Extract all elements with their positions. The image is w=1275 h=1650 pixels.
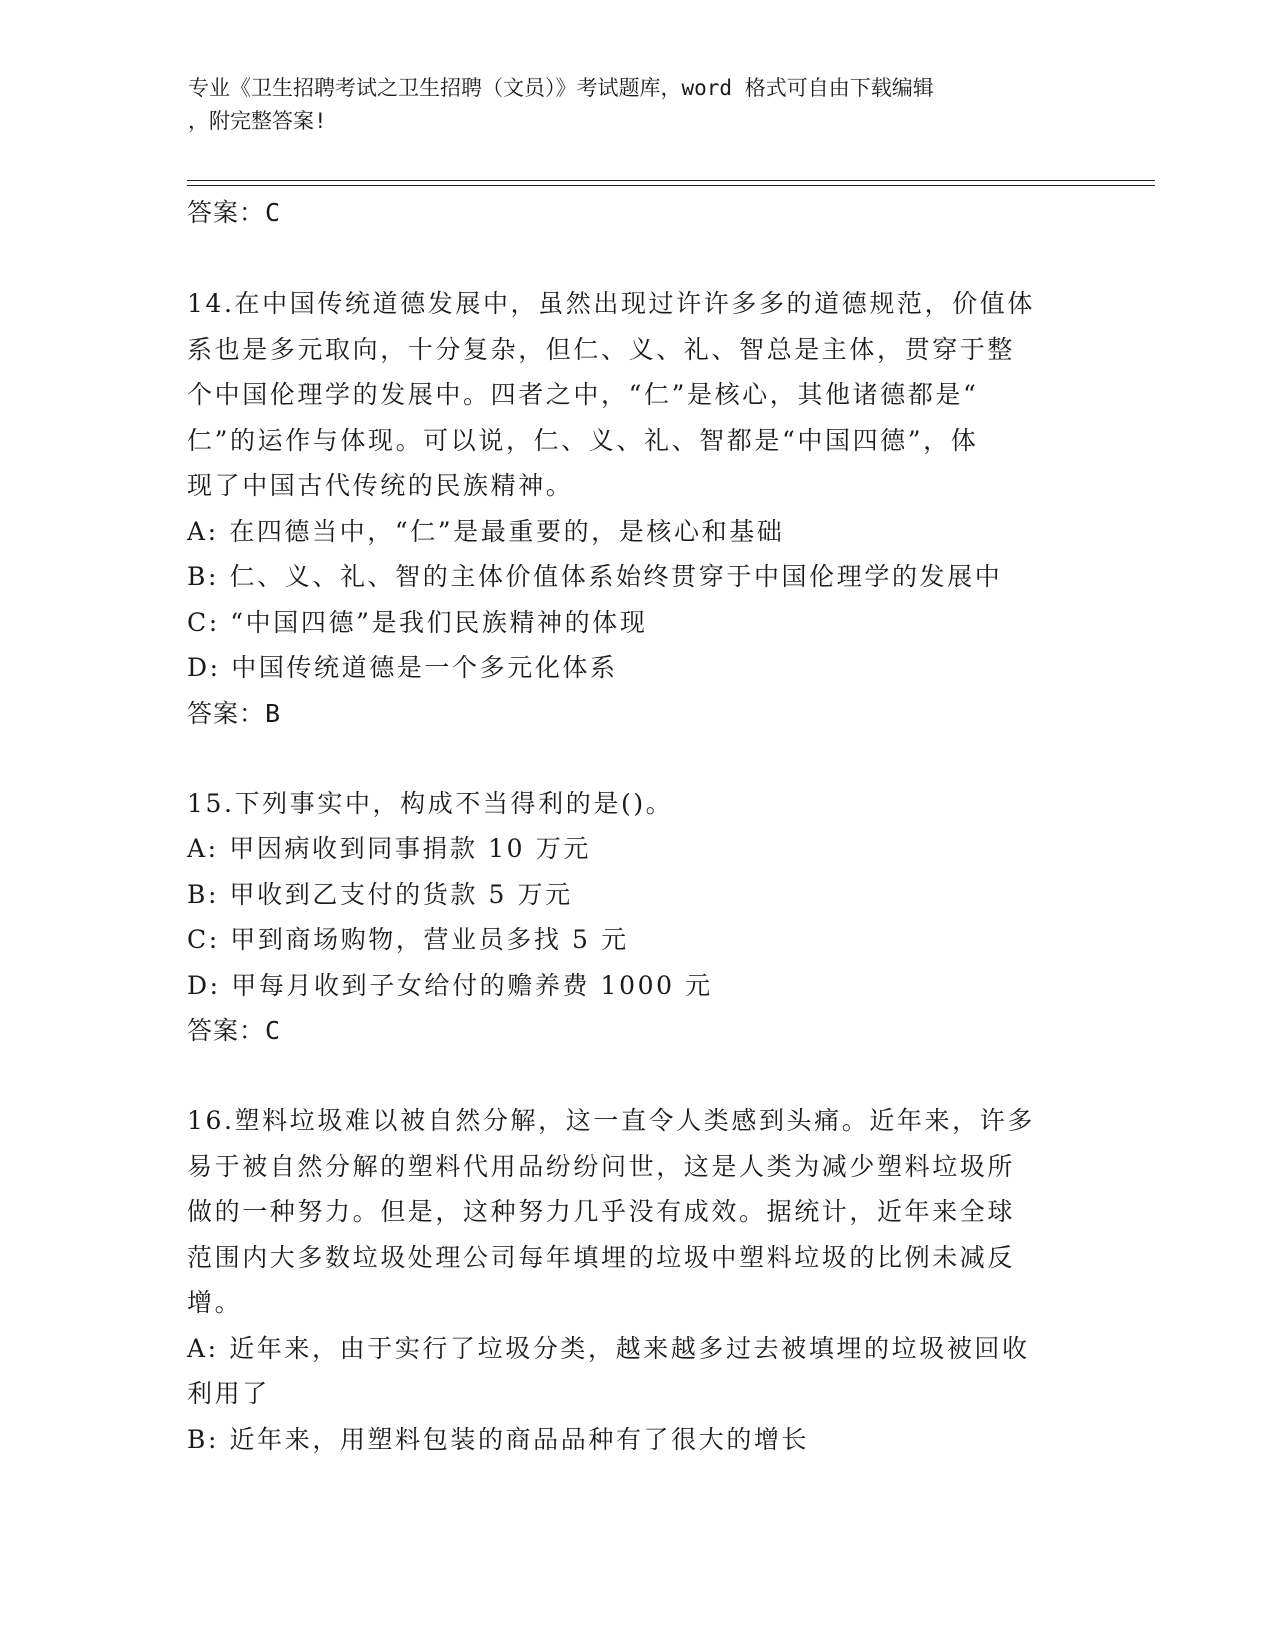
header-divider-bottom	[187, 185, 1155, 186]
option-c: C: 甲到商场购物，营业员多找 5 元	[187, 925, 629, 954]
answer-label: 答案：B	[187, 698, 282, 728]
question-14	[187, 281, 1087, 737]
answer-label: 答案：C	[187, 1016, 282, 1045]
header-divider-top	[187, 180, 1155, 181]
answer-label: 答案：C	[187, 198, 282, 227]
option-a: A: 近年来，由于实行了垃圾分类，越来越多过去被填埋的垃圾被回收	[187, 1333, 1030, 1363]
stem-line: 个中国伦理学的发展中。四者之中，“仁”是核心，其他诸德都是“	[187, 380, 979, 409]
page-header	[188, 72, 1088, 138]
option-d: D: 甲每月收到子女给付的赡养费 1000 元	[187, 970, 713, 1000]
option-c: C: “中国四德”是我们民族精神的体现	[187, 607, 648, 637]
option-a-continued: 利用了	[187, 1379, 270, 1408]
stem-line: 做的一种努力。但是，这种努力几乎没有成效。据统计，近年来全球	[187, 1197, 1016, 1226]
question-16	[187, 1098, 1087, 1462]
stem-line: 系也是多元取向，十分复杂，但仁、义、礼、智总是主体，贯穿于整	[187, 334, 1016, 364]
stem-line: 14.在中国传统道德发展中，虽然出现过许许多多的道德规范，价值体	[187, 289, 1035, 318]
option-a: A: 甲因病收到同事捐款 10 万元	[187, 834, 591, 863]
option-a: A: 在四德当中，“仁”是最重要的，是核心和基础	[187, 516, 785, 546]
question-15	[187, 781, 1087, 1055]
stem-line: 易于被自然分解的塑料代用品纷纷问世，这是人类为减少塑料垃圾所	[187, 1151, 1016, 1181]
question-stem	[187, 781, 1087, 827]
stem-line: 增。	[187, 1288, 243, 1317]
question-stem	[187, 1098, 1087, 1326]
question-list	[187, 190, 1087, 1462]
option-d: D: 中国传统道德是一个多元化体系	[187, 653, 618, 682]
question-stem	[187, 281, 1087, 509]
stem-line: 15.下列事实中，构成不当得利的是()。	[187, 788, 674, 818]
header-line-2: ，附完整答案!	[188, 109, 327, 133]
option-b: B: 甲收到乙支付的货款 5 万元	[187, 879, 573, 909]
stem-line: 16.塑料垃圾难以被自然分解，这一直令人类感到头痛。近年来，许多	[187, 1106, 1035, 1135]
option-b: B: 仁、义、礼、智的主体价值体系始终贯穿于中国伦理学的发展中	[187, 562, 1003, 591]
header-line-1: 专业《卫生招聘考试之卫生招聘（文员）》考试题库，word 格式可自由下载编辑	[188, 76, 934, 100]
stem-line: 仁”的运作与体现。可以说，仁、义、礼、智都是“中国四德”，体	[187, 425, 979, 455]
stem-line: 现了中国古代传统的民族精神。	[187, 471, 574, 500]
option-b: B: 近年来，用塑料包装的商品品种有了很大的增长	[187, 1424, 810, 1454]
stem-line: 范围内大多数垃圾处理公司每年填埋的垃圾中塑料垃圾的比例未减反	[187, 1242, 1016, 1272]
